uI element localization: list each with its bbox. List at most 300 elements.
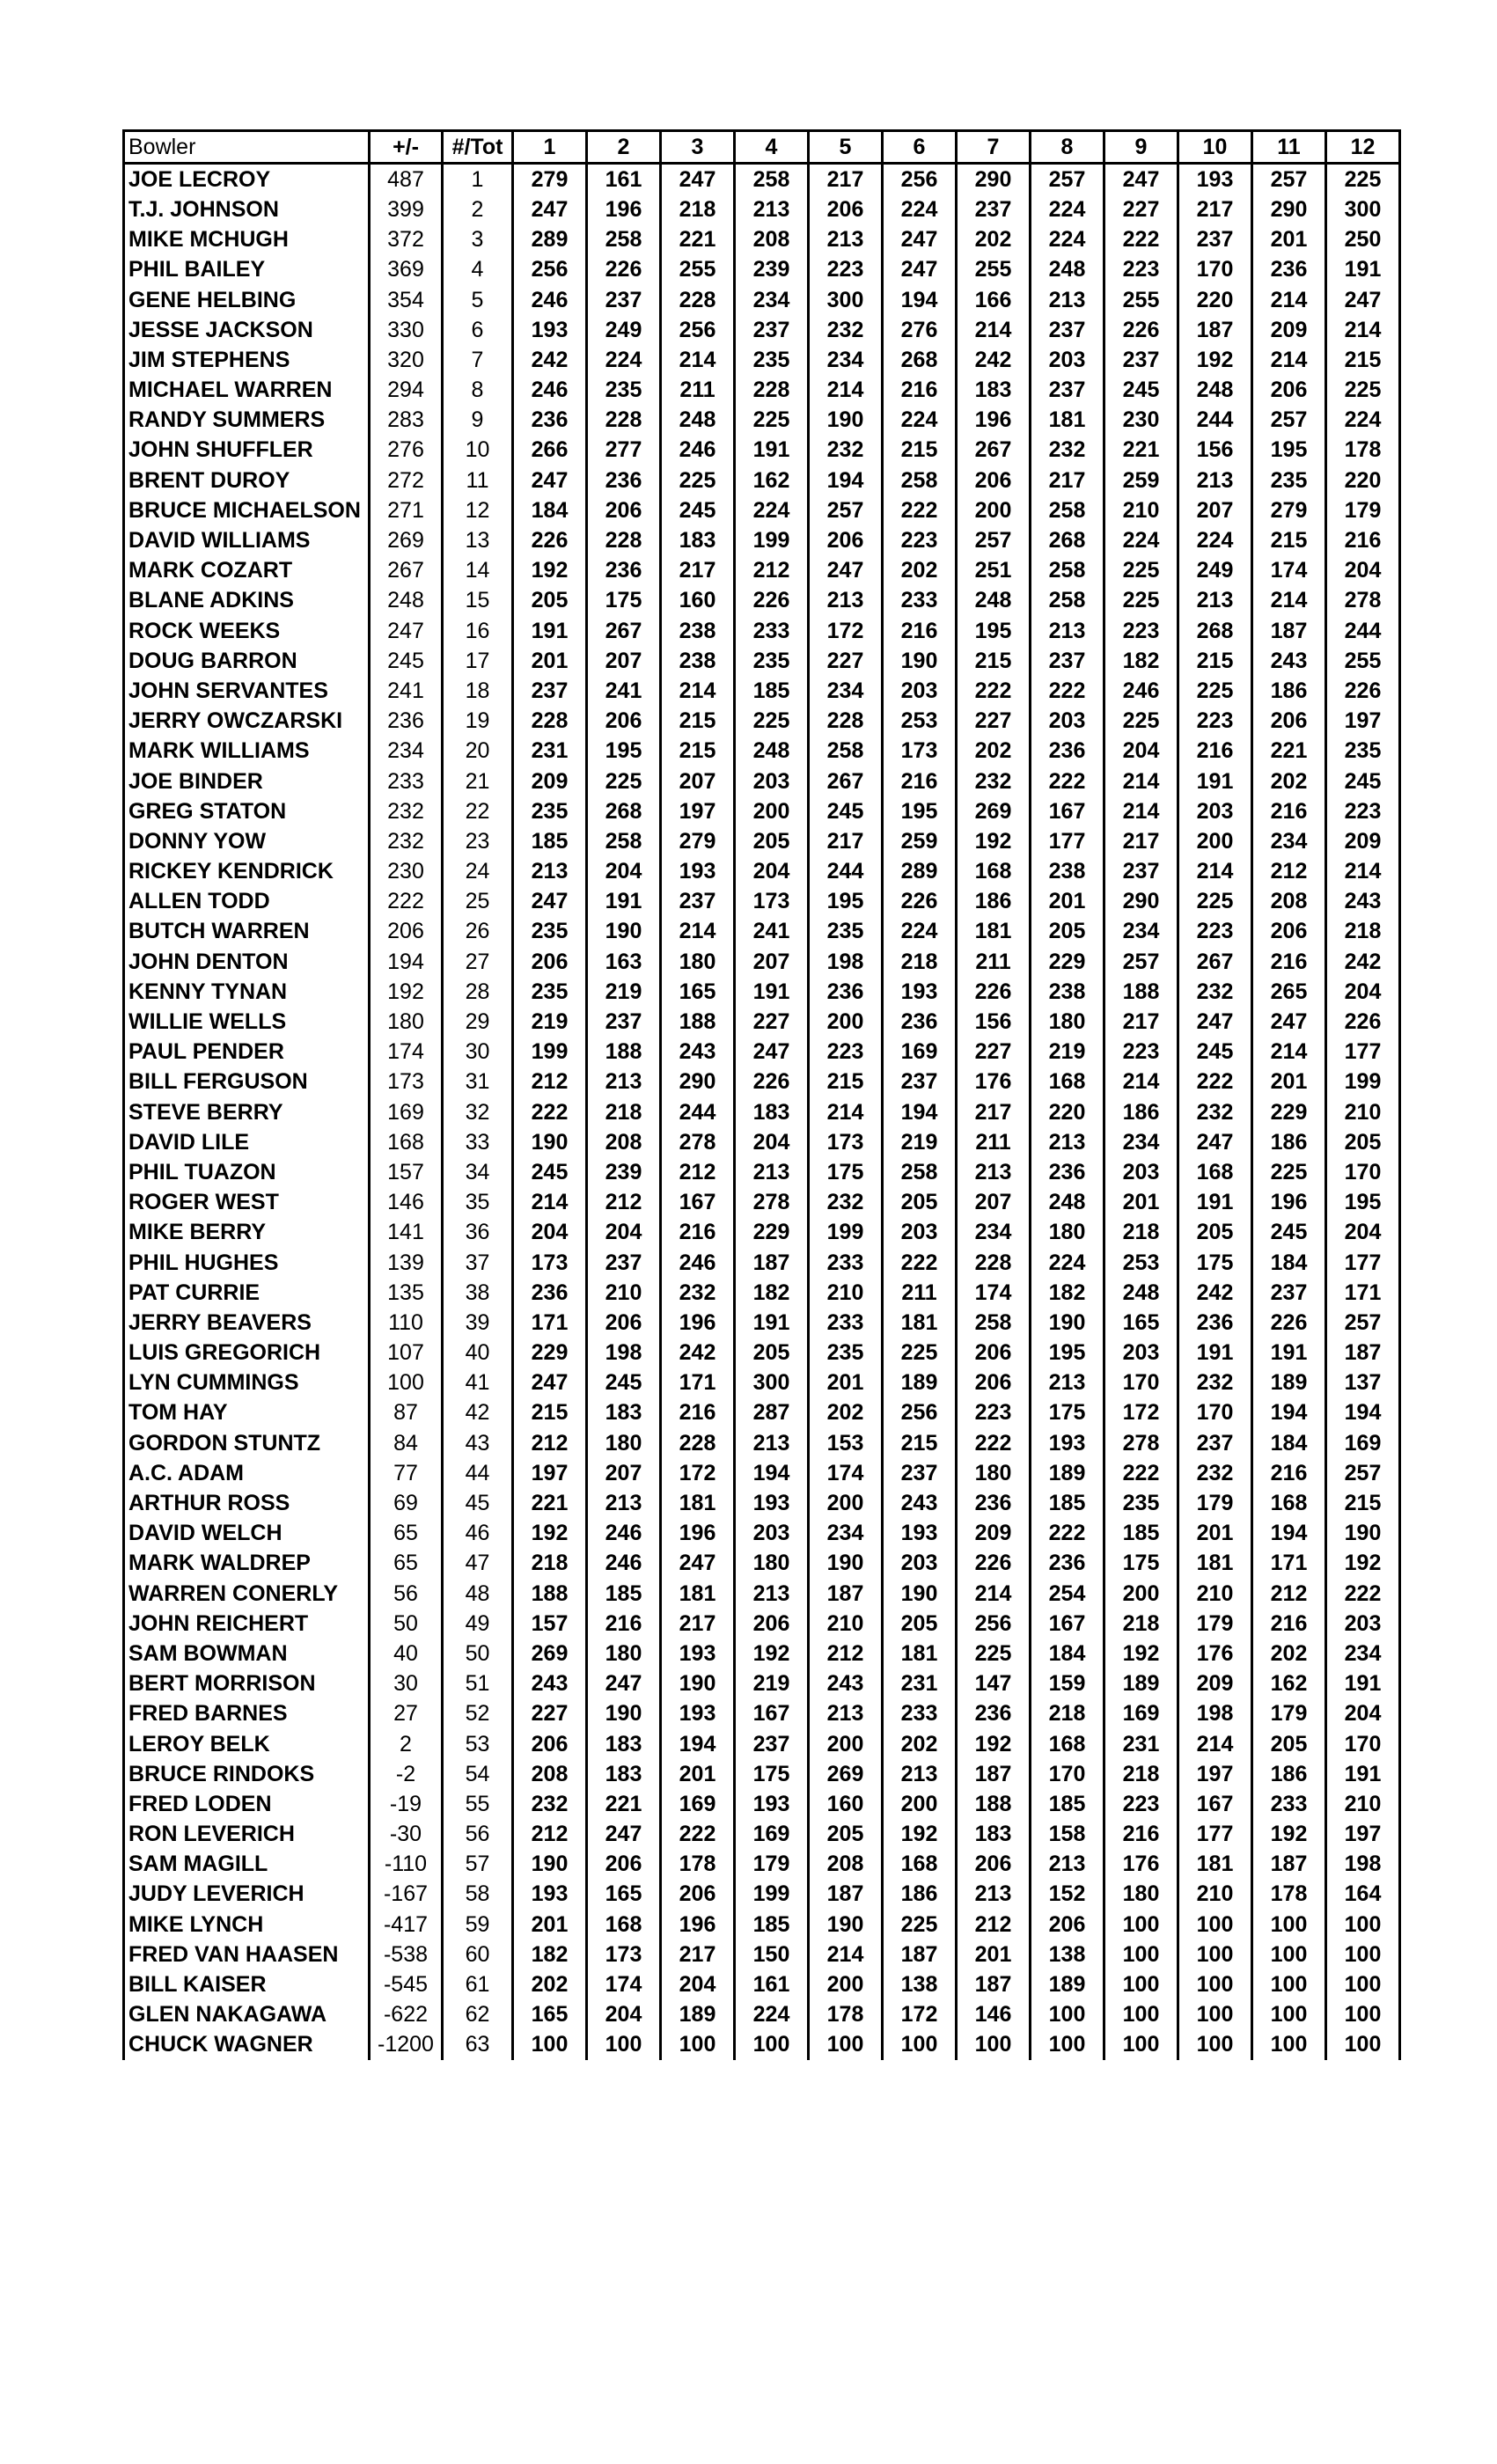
bowler-name: MIKE BERRY	[124, 1218, 370, 1248]
game-score: 191	[1326, 1669, 1400, 1699]
game-score: 232	[661, 1278, 735, 1308]
game-score: 218	[1031, 1699, 1104, 1729]
game-score: 222	[1104, 1458, 1178, 1488]
game-score: 247	[1104, 164, 1178, 195]
game-score: 192	[957, 1729, 1031, 1759]
bowler-header: Bowler	[124, 131, 370, 164]
table-row	[124, 1278, 1400, 1308]
game-score: 257	[1326, 1458, 1400, 1488]
game-score: 247	[513, 887, 587, 917]
game-score: 256	[883, 164, 957, 195]
game-score: 188	[957, 1789, 1031, 1819]
game-score: 200	[957, 495, 1031, 525]
game-score: 258	[809, 737, 883, 766]
game-score: 228	[661, 1428, 735, 1458]
rank-total-value: 8	[443, 376, 513, 406]
game-score: 202	[883, 1729, 957, 1759]
game-score: 167	[735, 1699, 809, 1729]
game-score: 267	[1178, 947, 1252, 977]
game-score: 193	[1031, 1428, 1104, 1458]
game-score: 231	[1104, 1729, 1178, 1759]
game-score: 215	[1326, 1488, 1400, 1518]
game-score: 218	[661, 194, 735, 224]
game-score: 189	[661, 2000, 735, 2030]
game-score: 236	[957, 1699, 1031, 1729]
rank-total-value: 11	[443, 466, 513, 495]
header-row	[124, 131, 1400, 164]
game-score: 265	[1252, 977, 1326, 1007]
bowler-name: RANDY SUMMERS	[124, 406, 370, 436]
game-score: 209	[1178, 1669, 1252, 1699]
table-row	[124, 1308, 1400, 1338]
bowler-name: BUTCH WARREN	[124, 917, 370, 947]
bowler-name: T.J. JOHNSON	[124, 194, 370, 224]
game-score: 180	[957, 1458, 1031, 1488]
game-score: 212	[587, 1188, 661, 1218]
bowler-name: BRUCE RINDOKS	[124, 1759, 370, 1789]
game-score: 204	[587, 1218, 661, 1248]
game-score: 190	[809, 1549, 883, 1579]
standings-body	[124, 164, 1400, 2060]
plus-minus-value: 110	[370, 1308, 443, 1338]
game-score: 213	[1031, 1127, 1104, 1157]
plus-minus-value: 369	[370, 255, 443, 285]
game-score: 193	[513, 315, 587, 345]
bowler-name: RON LEVERICH	[124, 1820, 370, 1850]
game-score: 237	[513, 676, 587, 706]
game-score: 215	[1326, 345, 1400, 375]
game-score: 214	[1252, 586, 1326, 616]
game-score: 201	[513, 1910, 587, 1940]
table-row	[124, 1729, 1400, 1759]
game-score: 100	[1326, 2000, 1400, 2030]
game-score: 216	[883, 376, 957, 406]
game-4-header: 4	[735, 131, 809, 164]
game-score: 213	[1031, 616, 1104, 646]
game-score: 255	[661, 255, 735, 285]
game-score: 216	[587, 1609, 661, 1639]
game-score: 191	[587, 887, 661, 917]
game-score: 215	[513, 1398, 587, 1428]
game-score: 215	[883, 1428, 957, 1458]
game-score: 257	[1031, 164, 1104, 195]
game-score: 171	[1326, 1278, 1400, 1308]
game-score: 202	[1252, 1639, 1326, 1668]
game-score: 222	[513, 1097, 587, 1127]
game-score: 231	[883, 1669, 957, 1699]
game-score: 213	[587, 1067, 661, 1097]
game-score: 182	[1104, 646, 1178, 676]
game-score: 168	[587, 1910, 661, 1940]
game-score: 190	[883, 646, 957, 676]
bowler-name: FRED VAN HAASEN	[124, 1940, 370, 1969]
game-score: 209	[1326, 826, 1400, 856]
game-score: 100	[661, 2030, 735, 2060]
table-row	[124, 857, 1400, 887]
game-score: 216	[1252, 796, 1326, 826]
game-1-header: 1	[513, 131, 587, 164]
game-score: 173	[809, 1127, 883, 1157]
game-score: 214	[1252, 1038, 1326, 1067]
rank-total-value: 10	[443, 436, 513, 466]
table-row	[124, 1097, 1400, 1127]
game-score: 236	[1031, 1549, 1104, 1579]
game-score: 237	[661, 887, 735, 917]
game-score: 213	[1031, 1368, 1104, 1398]
table-row	[124, 947, 1400, 977]
rank-total-value: 62	[443, 2000, 513, 2030]
game-score: 228	[957, 1248, 1031, 1278]
game-score: 223	[1178, 917, 1252, 947]
game-score: 205	[883, 1188, 957, 1218]
game-score: 196	[1252, 1188, 1326, 1218]
game-score: 224	[1104, 525, 1178, 555]
game-score: 180	[1104, 1880, 1178, 1910]
game-score: 243	[661, 1038, 735, 1067]
game-score: 194	[1326, 1398, 1400, 1428]
game-score: 214	[1178, 1729, 1252, 1759]
game-score: 215	[883, 436, 957, 466]
bowler-name: BILL FERGUSON	[124, 1067, 370, 1097]
game-score: 290	[1104, 887, 1178, 917]
game-score: 268	[1178, 616, 1252, 646]
game-score: 226	[957, 977, 1031, 1007]
game-score: 202	[957, 225, 1031, 255]
game-score: 234	[957, 1218, 1031, 1248]
rank-total-value: 55	[443, 1789, 513, 1819]
game-score: 258	[957, 1308, 1031, 1338]
game-score: 223	[809, 255, 883, 285]
game-score: 222	[1104, 225, 1178, 255]
game-score: 224	[1031, 1248, 1104, 1278]
game-score: 200	[1178, 826, 1252, 856]
game-score: 241	[587, 676, 661, 706]
game-score: 185	[587, 1579, 661, 1609]
game-score: 209	[1252, 315, 1326, 345]
plus-minus-value: 107	[370, 1338, 443, 1368]
game-score: 206	[957, 1850, 1031, 1880]
game-score: 184	[1252, 1248, 1326, 1278]
game-score: 204	[513, 1218, 587, 1248]
game-score: 175	[1104, 1549, 1178, 1579]
game-score: 205	[809, 1820, 883, 1850]
game-score: 268	[587, 796, 661, 826]
game-score: 194	[1252, 1398, 1326, 1428]
bowler-name: FRED BARNES	[124, 1699, 370, 1729]
game-score: 225	[735, 707, 809, 737]
game-score: 166	[957, 285, 1031, 315]
game-score: 192	[1104, 1639, 1178, 1668]
game-score: 201	[513, 646, 587, 676]
game-score: 234	[1104, 917, 1178, 947]
game-score: 226	[957, 1549, 1031, 1579]
game-score: 226	[1104, 315, 1178, 345]
game-score: 213	[1178, 466, 1252, 495]
plus-minus-value: 169	[370, 1097, 443, 1127]
bowler-name: SAM MAGILL	[124, 1850, 370, 1880]
game-score: 232	[1031, 436, 1104, 466]
game-score: 171	[661, 1368, 735, 1398]
rank-total-value: 4	[443, 255, 513, 285]
rank-total-value: 61	[443, 1969, 513, 1999]
bowler-name: PAUL PENDER	[124, 1038, 370, 1067]
game-score: 218	[1104, 1759, 1178, 1789]
game-score: 195	[1326, 1188, 1400, 1218]
game-score: 210	[1178, 1579, 1252, 1609]
game-score: 237	[587, 1248, 661, 1278]
game-score: 160	[809, 1789, 883, 1819]
game-score: 194	[809, 466, 883, 495]
game-score: 212	[513, 1428, 587, 1458]
plus-minus-header: +/-	[370, 131, 443, 164]
game-score: 225	[1104, 707, 1178, 737]
game-score: 217	[809, 826, 883, 856]
game-score: 235	[587, 376, 661, 406]
game-score: 183	[735, 1097, 809, 1127]
game-score: 161	[587, 164, 661, 195]
game-score: 247	[587, 1820, 661, 1850]
game-score: 236	[883, 1007, 957, 1037]
game-score: 175	[587, 586, 661, 616]
rank-total-value: 12	[443, 495, 513, 525]
game-score: 222	[661, 1820, 735, 1850]
game-score: 152	[1031, 1880, 1104, 1910]
game-2-header: 2	[587, 131, 661, 164]
plus-minus-value: 100	[370, 1368, 443, 1398]
table-row	[124, 345, 1400, 375]
bowler-name: ARTHUR ROSS	[124, 1488, 370, 1518]
game-score: 208	[513, 1759, 587, 1789]
game-score: 227	[513, 1699, 587, 1729]
game-score: 242	[1326, 947, 1400, 977]
bowler-name: FRED LODEN	[124, 1789, 370, 1819]
game-score: 214	[1252, 285, 1326, 315]
table-row	[124, 917, 1400, 947]
game-score: 237	[587, 1007, 661, 1037]
plus-minus-value: 84	[370, 1428, 443, 1458]
rank-total-value: 51	[443, 1669, 513, 1699]
game-score: 214	[661, 345, 735, 375]
bowler-name: CHUCK WAGNER	[124, 2030, 370, 2060]
game-score: 222	[1326, 1579, 1400, 1609]
game-score: 205	[735, 826, 809, 856]
game-score: 100	[957, 2030, 1031, 2060]
game-score: 168	[957, 857, 1031, 887]
table-row	[124, 707, 1400, 737]
game-score: 168	[1252, 1488, 1326, 1518]
game-score: 193	[735, 1488, 809, 1518]
game-score: 232	[957, 766, 1031, 796]
game-score: 236	[1031, 1157, 1104, 1187]
game-score: 200	[809, 1729, 883, 1759]
rank-total-value: 24	[443, 857, 513, 887]
game-score: 258	[587, 225, 661, 255]
game-score: 216	[1252, 1609, 1326, 1639]
game-score: 181	[957, 917, 1031, 947]
game-score: 193	[1178, 164, 1252, 195]
game-9-header: 9	[1104, 131, 1178, 164]
game-score: 237	[1178, 1428, 1252, 1458]
table-row	[124, 194, 1400, 224]
rank-total-value: 40	[443, 1338, 513, 1368]
game-score: 245	[1252, 1218, 1326, 1248]
game-score: 100	[1104, 1969, 1178, 1999]
rank-total-value: 56	[443, 1820, 513, 1850]
game-score: 236	[957, 1488, 1031, 1518]
game-score: 200	[809, 1969, 883, 1999]
table-row	[124, 1368, 1400, 1398]
game-score: 278	[1104, 1428, 1178, 1458]
game-score: 187	[1252, 616, 1326, 646]
game-score: 213	[735, 194, 809, 224]
plus-minus-value: 232	[370, 826, 443, 856]
game-score: 255	[1104, 285, 1178, 315]
rank-total-value: 33	[443, 1127, 513, 1157]
plus-minus-value: 40	[370, 1639, 443, 1668]
game-score: 237	[883, 1458, 957, 1488]
game-score: 201	[1104, 1188, 1178, 1218]
game-score: 158	[1031, 1820, 1104, 1850]
game-score: 224	[883, 406, 957, 436]
plus-minus-value: 180	[370, 1007, 443, 1037]
plus-minus-value: -417	[370, 1910, 443, 1940]
game-score: 223	[809, 1038, 883, 1067]
game-score: 185	[1031, 1789, 1104, 1819]
plus-minus-value: 222	[370, 887, 443, 917]
plus-minus-value: 247	[370, 616, 443, 646]
game-score: 200	[1104, 1579, 1178, 1609]
game-score: 216	[883, 616, 957, 646]
game-score: 202	[883, 556, 957, 586]
game-score: 203	[1104, 1338, 1178, 1368]
game-score: 232	[1178, 1458, 1252, 1488]
table-row	[124, 164, 1400, 195]
game-score: 253	[1104, 1248, 1178, 1278]
table-row	[124, 1067, 1400, 1097]
game-score: 258	[735, 164, 809, 195]
game-score: 189	[1104, 1669, 1178, 1699]
game-score: 210	[809, 1609, 883, 1639]
game-score: 169	[883, 1038, 957, 1067]
rank-total-value: 2	[443, 194, 513, 224]
game-score: 247	[1178, 1127, 1252, 1157]
game-score: 203	[1031, 707, 1104, 737]
game-score: 203	[883, 1218, 957, 1248]
rank-total-value: 18	[443, 676, 513, 706]
game-score: 160	[661, 586, 735, 616]
game-score: 248	[1031, 255, 1104, 285]
game-score: 205	[513, 586, 587, 616]
plus-minus-value: 399	[370, 194, 443, 224]
game-score: 168	[883, 1850, 957, 1880]
game-score: 201	[1252, 225, 1326, 255]
game-score: 216	[1178, 737, 1252, 766]
game-score: 100	[1252, 2000, 1326, 2030]
game-score: 206	[513, 947, 587, 977]
game-score: 259	[883, 826, 957, 856]
game-score: 256	[661, 315, 735, 345]
game-10-header: 10	[1178, 131, 1252, 164]
game-score: 194	[661, 1729, 735, 1759]
game-score: 197	[1178, 1759, 1252, 1789]
game-score: 225	[883, 1338, 957, 1368]
bowler-name: DAVID WILLIAMS	[124, 525, 370, 555]
game-score: 200	[809, 1488, 883, 1518]
game-score: 207	[587, 646, 661, 676]
game-score: 225	[1178, 887, 1252, 917]
game-score: 161	[735, 1969, 809, 1999]
game-score: 181	[1031, 406, 1104, 436]
bowler-name: PHIL BAILEY	[124, 255, 370, 285]
game-score: 201	[1252, 1067, 1326, 1097]
game-score: 221	[1252, 737, 1326, 766]
game-score: 232	[1178, 1097, 1252, 1127]
bowler-name: BRUCE MICHAELSON	[124, 495, 370, 525]
game-score: 174	[1252, 556, 1326, 586]
game-score: 183	[587, 1729, 661, 1759]
game-score: 201	[1178, 1519, 1252, 1549]
game-score: 187	[1326, 1338, 1400, 1368]
table-row	[124, 1458, 1400, 1488]
rank-total-value: 14	[443, 556, 513, 586]
rank-total-value: 20	[443, 737, 513, 766]
game-score: 181	[1178, 1549, 1252, 1579]
game-score: 178	[1326, 436, 1400, 466]
table-row	[124, 1609, 1400, 1639]
game-score: 201	[661, 1759, 735, 1789]
rank-total-value: 58	[443, 1880, 513, 1910]
game-score: 234	[1252, 826, 1326, 856]
game-score: 100	[1326, 1969, 1400, 1999]
game-5-header: 5	[809, 131, 883, 164]
game-score: 215	[957, 646, 1031, 676]
game-score: 196	[661, 1519, 735, 1549]
game-12-header: 12	[1326, 131, 1400, 164]
bowler-name: MARK COZART	[124, 556, 370, 586]
table-row	[124, 1579, 1400, 1609]
game-score: 191	[1178, 1338, 1252, 1368]
game-score: 190	[809, 1910, 883, 1940]
game-score: 190	[587, 917, 661, 947]
rank-total-value: 9	[443, 406, 513, 436]
game-score: 248	[1031, 1188, 1104, 1218]
game-score: 193	[661, 1699, 735, 1729]
game-score: 184	[513, 495, 587, 525]
game-score: 206	[587, 707, 661, 737]
game-score: 267	[957, 436, 1031, 466]
bowler-name: JOHN SHUFFLER	[124, 436, 370, 466]
game-score: 256	[883, 1398, 957, 1428]
plus-minus-value: 232	[370, 796, 443, 826]
game-score: 205	[883, 1609, 957, 1639]
game-score: 185	[1104, 1519, 1178, 1549]
game-score: 220	[1178, 285, 1252, 315]
rank-total-value: 7	[443, 345, 513, 375]
game-score: 187	[1178, 315, 1252, 345]
game-score: 235	[513, 977, 587, 1007]
game-score: 217	[1104, 1007, 1178, 1037]
game-score: 268	[1031, 525, 1104, 555]
game-score: 198	[587, 1338, 661, 1368]
bowler-name: LEROY BELK	[124, 1729, 370, 1759]
plus-minus-value: 267	[370, 556, 443, 586]
game-score: 248	[661, 406, 735, 436]
bowler-name: A.C. ADAM	[124, 1458, 370, 1488]
game-score: 213	[957, 1880, 1031, 1910]
table-row	[124, 766, 1400, 796]
game-score: 200	[809, 1007, 883, 1037]
game-score: 203	[1031, 345, 1104, 375]
